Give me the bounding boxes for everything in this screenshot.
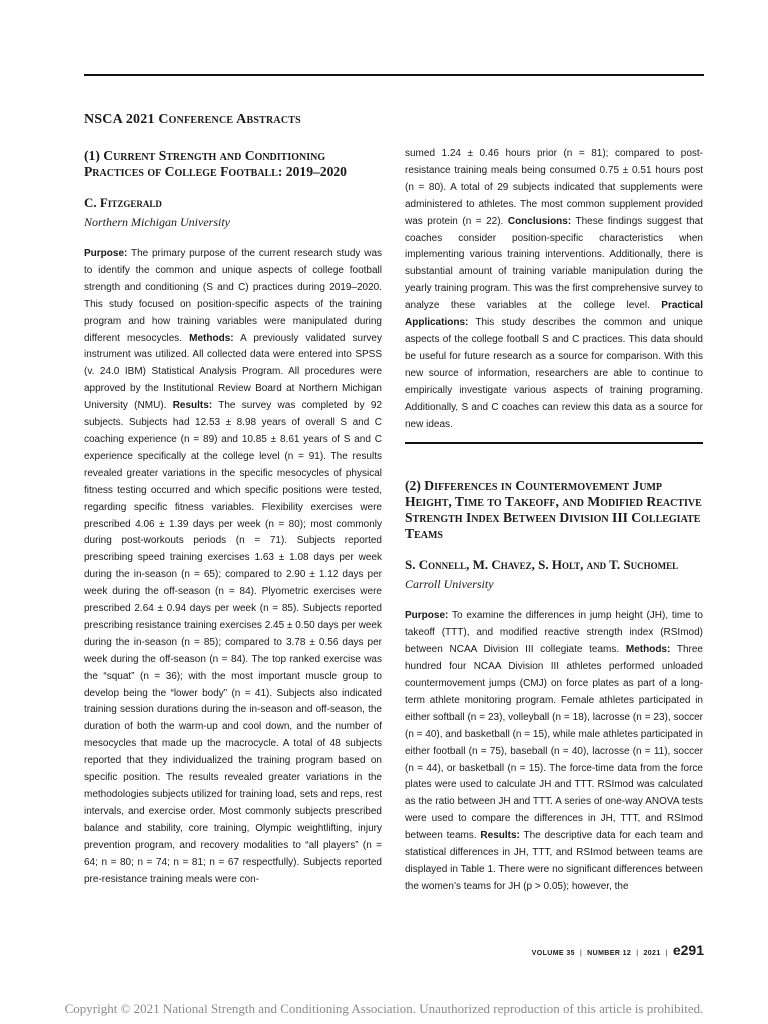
section-title: NSCA 2021 Conference Abstracts <box>84 112 301 127</box>
section-label: Results: <box>172 400 213 412</box>
section-label: Purpose: <box>405 610 449 622</box>
abstract1-authors: C. Fitzgerald <box>84 195 162 210</box>
paragraph-text: This study describes the common and unique aspects of the college football S and C practices. This data should be useful for future research as a source for comparison. With this new source of information, researchers are able to continue to empirically investigate various aspects of training programing. Additionally, S and C coaches can review this data as a source for new ideas. <box>405 317 703 430</box>
abstract2-body <box>405 608 703 895</box>
right-column <box>405 146 703 896</box>
abstract2-title: (2) Differences in Countermovement Jump Height, Time to Takeoff, and Modified Reactive Strength Index Between Division III Collegiate Teams <box>405 478 702 542</box>
paragraph-text: The primary purpose of the current research study was to identify the common and unique aspects of college football strength and conditioning (S and C) practices during 2019–2020. This study focused on position-specific aspects of the training program and how training variables were manipulated during different mesocycles. <box>84 248 382 344</box>
left-column <box>84 112 382 888</box>
section-label: Results: <box>480 830 520 842</box>
abstract2-affiliation: Carroll University <box>405 577 494 592</box>
paragraph-text: To examine the differences in jump height (JH), time to takeoff (TTT), and modified reactive strength index (RSImod) between NCAA Division III collegiate teams. <box>405 610 703 656</box>
page-footer: VOLUME 35 | NUMBER 12 | 2021 | e291 <box>531 942 704 958</box>
paragraph-text: Three hundred four NCAA Division III athletes performed unloaded countermovement jumps (CMJ) on force plates as part of a long-term athlete monitoring program. Female athletes participated in either softball (n = 23), volleyball (n = 18), lacrosse (n = 23), soccer (n = 40), and basketball (n = 15), while male athletes participated in either football (n = 75), baseball (n = 40), lacrosse (n = 11), soccer (n = 44), or basketball (n = 15). The force-time data from the force plates were used to calculate JH and TTT. RSImod was calculated as the ratio between JH and TTT. A series of one-way ANOVA tests were used to compare the differences in JH, TTT, and RSImod between teams. <box>405 644 703 842</box>
abstract1-body-left <box>84 246 382 888</box>
paragraph-text: The survey was completed by 92 subjects. Subjects had 12.53 ± 8.98 years of overall S and C coaching experience (n = 89) and 10.85 ± 8.61 years of S and C experience specifically at the college level (n = 91). The results revealed greater variations in the specific mesocycles of physical fitness testing occurred and which specific positions were tested, regarding specific fitness variables. Flexibility exercises were prescribed 4.06 ± 1.39 days per week (n = 80); most commonly during post-workouts periods (n = 71). Subjects reported prescribing speed training exercises 1.63 ± 1.08 days per week during the in-season (n = 65); compared to 2.90 ± 1.12 days per week during the off-season (n = 84). Plyometric exercises were prescribed 2.64 ± 0.94 days per week (n = 85). Subjects reported prescribing resistance training exercises 2.45 ± 0.50 days per week during the in-season (n = 85); compared to 3.78 ± 0.56 days per week during the off-season (n = 84). The top ranked exercise was the “squat” (n = 36); with the most important muscle group to develop being the “lower body” (n = 41). Subjects also indicated training session durations during the in-season and off-season, the duration of both the warm-up and cool down, and the number of mesocycles that made up the macrocycle. A total of 48 subjects reported that they individualized the training program based on specific position. The results revealed greater variations in the methodologies subjects utilized for training load, sets and reps, rest intervals, and exercise order. Most commonly subjects prescribed balance and stability, core training, Olympic weightlifting, injury prevention program, and recovery modalities to “all players” (n = 64; n = 80; n = 74; n = 81; n = 67 respectfully). Subjects reported pre-resistance training meals were con- <box>84 400 383 885</box>
abstract-divider <box>405 442 703 444</box>
section-label: Conclusions: <box>507 215 572 227</box>
abstract2 <box>405 478 703 895</box>
section-label: Purpose: <box>84 248 128 259</box>
top-rule <box>84 74 704 76</box>
footer-number: NUMBER 12 <box>587 950 632 957</box>
abstract1-affiliation: Northern Michigan University <box>84 215 230 229</box>
paragraph-text: The descriptive data for each team and statistical differences in JH, TTT, and RSImod between teams are displayed in Table 1. There were no significant differences between the women’s teams for JH (p > 0.05); however, the <box>405 830 703 892</box>
footer-volume: VOLUME 35 <box>531 950 575 957</box>
section-label: Methods: <box>189 332 234 344</box>
abstract2-authors: S. Connell, M. Chavez, S. Holt, and T. Suchomel <box>405 557 679 573</box>
paragraph-text: sumed 1.24 ± 0.46 hours prior (n = 81); compared to post-resistance training meals being consumed 0.75 ± 0.51 hours post (n = 80). A total of 29 subjects indicated that supplements were administered to athletes. The most common supplement provided was protein (n = 22). <box>405 148 703 227</box>
paragraph-text: A previously validated survey instrument was utilized. All collected data were entered into SPSS (v. 24.0 IBM) Statistical Analysis Program. All procedures were approved by the Institutional Review Board at Northern Michigan University (NMU). <box>84 332 382 412</box>
section-label: Practical Applications: <box>405 300 703 329</box>
paragraph-text: These findings suggest that coaches consider position-specific characteristics when implementing various training interventions. Additionally, there is substantial amount of training variable manipulation during the yearly training program. This was the first comprehensive survey to analyze these variables at the college level. <box>405 215 703 312</box>
page-number: e291 <box>672 942 704 958</box>
section-label: Methods: <box>625 644 671 656</box>
abstract1-title: (1) Current Strength and Conditioning Practices of College Football: 2019–2020 <box>84 148 347 179</box>
abstract1-body-right <box>405 146 703 433</box>
footer-year: 2021 <box>643 950 661 957</box>
copyright-notice: Copyright © 2021 National Strength and Conditioning Association. Unauthorized reproduction of this article is prohibited. <box>64 1001 704 1016</box>
